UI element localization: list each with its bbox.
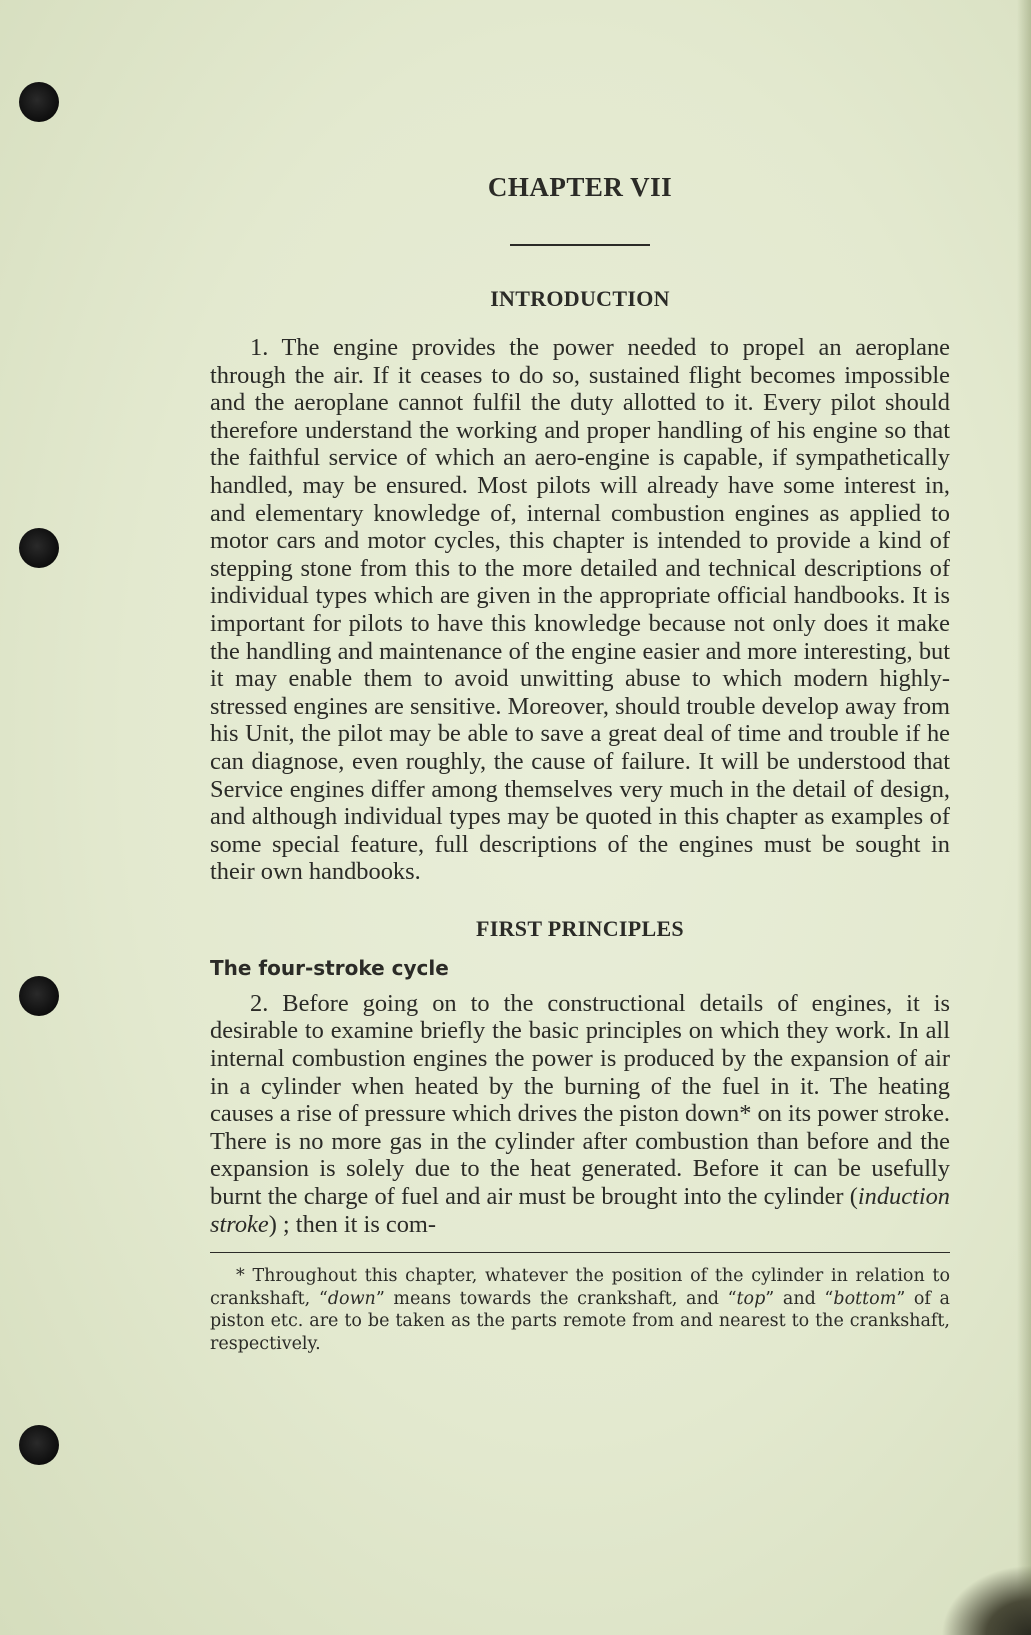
introduction-paragraph: 1. The engine provides the power needed to propel an aeroplane through the air. If it ceases to do so, sustained flight becomes impossible and the aeroplane cannot fulfil the duty allotted to it. Every pilot should therefore understand the working and proper handling of his engine so that the faithful service of which an aero-engine is capable, if sympathetically handled, may be ensured. Most pilots will already have some interest in, and elementary knowledge of, internal combustion engines as applied to motor cars and motor cycles, this chapter is intended to provide a kind of stepping stone from this to the more detailed and technical descriptions of individual types which are given in the appropriate official handbooks. It is important for pilots to have this knowledge because not only does it make the handling and maintenance of the engine easier and more interesting, but it may enable them to avoid unwitting abuse to which modern highly-stressed engines are sensitive. Moreover, should trouble develop away from his Unit, the pilot may be able to save a great deal of time and trouble if he can diagnose, even roughly, the cause of failure. It will be understood that Service engines differ among themselves very much in the detail of design, and although individual types may be quoted in this chapter as examples of some special feature, full descriptions of the engines must be sought in their own handbooks.: [210, 334, 950, 886]
footnote-text-4: ” of a piston etc. are to be taken as the parts remote from and nearest to the crankshaft, respectively.: [210, 1288, 950, 1354]
chapter-title: CHAPTER VII: [487, 172, 673, 202]
paragraph-text-start: 2. Before going on to the constructional details of engines, it is desirable to examine briefly the basic principles on which they work. In all internal combustion engines the power is produced by the expansion of air in a cylinder when heated by the burning of the fuel in it. The heating causes a rise of pressure which drives the piston down* on its power stroke. There is no more gas in the cylinder after combustion than before and the expansion is solely due to the heat generated. Before it can be usefully burnt the charge of fuel and air must be brought into the cylinder (: [210, 989, 950, 1211]
first-principles-heading: FIRST PRINCIPLES: [476, 915, 684, 941]
footnote-text-2: ” means towards the crankshaft, and “: [375, 1288, 737, 1309]
binder-hole-3: [19, 976, 59, 1016]
footnote-italic-bottom: bottom: [833, 1288, 897, 1309]
title-divider: [510, 244, 650, 246]
first-principles-paragraph: [210, 990, 950, 1238]
footnote-text-3: ” and “: [765, 1288, 834, 1309]
footnote-italic-top: top: [736, 1288, 766, 1309]
binder-hole-1: [19, 82, 59, 122]
page-corner-shadow: [941, 1565, 1031, 1635]
binder-hole-2: [19, 528, 59, 568]
binder-hole-4: [19, 1425, 59, 1465]
footnote-italic-down: down: [327, 1288, 376, 1309]
paragraph-text-end: ) ; then it is com-: [268, 1210, 437, 1238]
introduction-heading: INTRODUCTION: [490, 286, 670, 311]
footnote-text-1: * Throughout this chapter, whatever the position of the cylinder in relation to crankshaft, “: [210, 1266, 950, 1309]
paragraph-italic-term: induction stroke: [210, 1183, 950, 1238]
page-content: [210, 160, 950, 1355]
footnote-divider: [210, 1252, 950, 1253]
page-edge-shadow: [1017, 0, 1031, 1635]
four-stroke-cycle-subheading: The four-stroke cycle: [210, 955, 449, 980]
footnote: [210, 1265, 950, 1355]
